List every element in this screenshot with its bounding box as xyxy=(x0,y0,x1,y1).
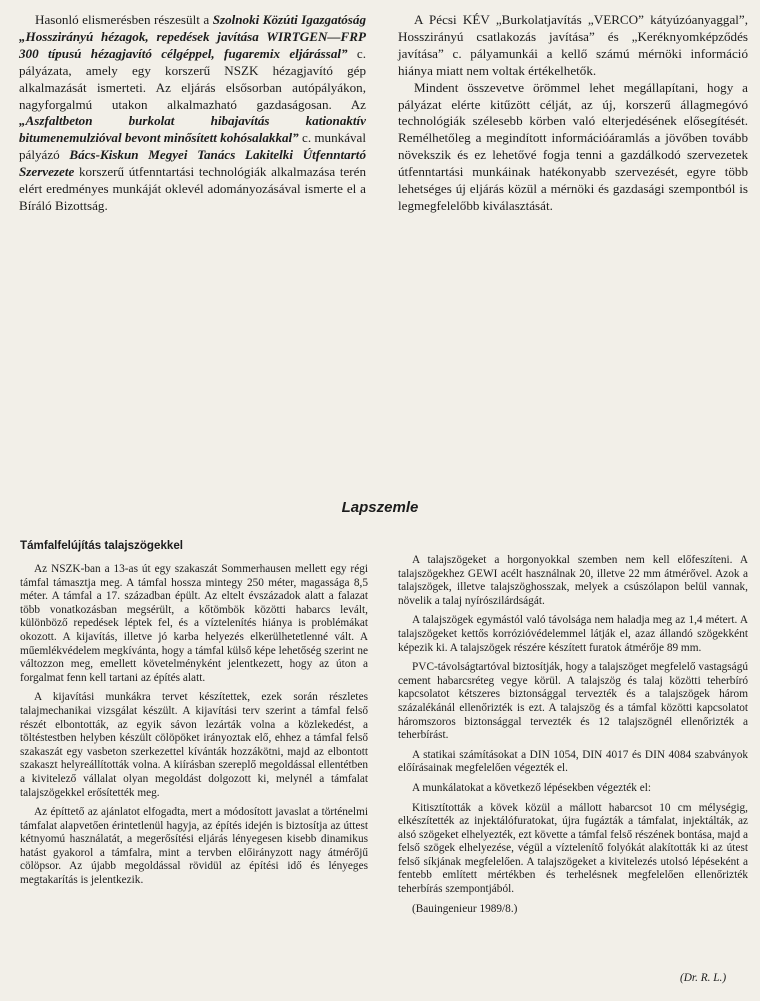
article-paragraph-6: PVC-távolságtartóval biztosítják, hogy a talajszöget megfelelő vastagságú cement habarcsréteg vegye körül. A talajszög és talaj közötti teherbíró kapcsolatot kétszeres biztonsággal tervezték és a talajszögek három százalékánál ellenőrizték is ezt. A talajszög és a támfal közötti kapcsolatot háromszoros biztonsággal tervezték és 12 talajszögnél ellenőrizték a teherbírást. xyxy=(398,661,748,742)
source-citation: (Bauingenieur 1989/8.) xyxy=(412,902,518,915)
intro-right-paragraph-1: A Pécsi KÉV „Burkolatjavítás „VERCO” kátyúzóanyaggal”, Hosszirányú csatlakozás javítása” és „Keréknyomképződés javítása” c. pályamunkái a kellő számú mérnöki információ hiánya miatt nem voltak értékelhetők. xyxy=(398,12,748,78)
section-title: Lapszemle xyxy=(341,499,419,516)
article-paragraph-7: A statikai számításokat a DIN 1054, DIN 4017 és DIN 4084 szabványok előírásainak megfelelően végezték el. xyxy=(398,748,748,775)
emphasis-run: Szolnoki Közúti Igazgatóság „Hosszirányú hézagok, repedések javítása WIRTGEN—FRP 300 típusú hézagjavító célgéppel, fugaremix eljárással” xyxy=(19,12,366,61)
intro-left-column xyxy=(19,12,366,215)
intro-left-paragraph: Hasonló elismerésben részesült a Szolnoki Közúti Igazgatóság „Hosszirányú hézagok, repedések javítása WIRTGEN—FRP 300 típusú hézagjavító célgéppel, fugaremix eljárással” c. pályázata, amely egy korszerű NSZK hézagjavító gép alkalmazását ismerteti. Az eljárás elsősorban autópályákon, nagyforgalmú utakon alkalmazható gazdaságosan. Az „Aszfaltbeton burkolat hibajavítás kationaktív bitumenemulzióval bevont minősített kohósalakkal” c. munkával pályázó Bács-Kiskun Megyei Tanács Lakitelki Útfenntartó Szervezete korszerű útfenntartási technológiák alkalmazása terén elért eredményes munkáját oklevél adományozásával ismerte el a Bíráló Bizottság. xyxy=(19,12,367,213)
article-left-column xyxy=(20,563,368,894)
article-paragraph-8: A munkálatokat a következő lépésekben végezték el: xyxy=(412,781,652,794)
emphasis-run: Bács-Kiskun Megyei Tanács Lakitelki Útfenntartó Szervezete xyxy=(19,147,366,180)
article-title: Támfalfelújítás talajszögekkel xyxy=(20,539,184,552)
article-right-column xyxy=(398,554,748,922)
author-signature: (Dr. R. L.) xyxy=(680,972,727,984)
article-paragraph-2: A kijavítási munkákra tervet készítettek, ezek során részletes talajmechanikai vizsgálat készült. A kijavítási terv szerint a támfal felső részét elbontották, az egyik sávon lezárták volna a közlekedést, a töltéstestben helyben készült cölöpöket irányoztak elő, ehhez a támfal felső szakaszát egy vasbeton szerkezettel kívánták hozzákötni, majd az elbontott szakaszt helyreállították volna. A kiírásban szereplő megoldással ellentétben a kivitelező vállalat olyan megoldást dolgozott ki, melynél a támfalat talajszögekkel erősítették meg. xyxy=(20,691,368,799)
article-paragraph-4: A talajszögeket a horgonyokkal szemben nem kell előfeszíteni. A talajszögekhez GEWI acélt használnak 20, illetve 22 mm átmérővel. Azok a talajszögek, illetve talajszöghosszak, melyek a csúszólapon belül vannak, növelik a talaj nyírószilárdságát. xyxy=(398,554,748,607)
intro-right-column xyxy=(398,12,748,215)
article-paragraph-1: Az NSZK-ban a 13-as út egy szakaszát Sommerhausen mellett egy régi támfal támasztja meg. A támfal hossza mintegy 250 méter, magassága 8,5 méter. A támfal a 17. században épült. Az eltelt évszázadok alatt a falazat több vonatkozásban megsérült, a kőtömbök közötti habarcs levált, különböző repedések léptek fel, és a víztelenítés hiánya is problémákat okozott. A kijavítás, illetve jó karba helyezés elkerülhetetlenné vált. A műemlékvédelem megkívánta, hogy a támfal külső képe lehetőség szerint ne változzon meg, emellett követelményként jelentkezett, hogy az úton a forgalmat fenn kell tartani az építés alatt. xyxy=(20,563,368,684)
emphasis-run: „Aszfaltbeton burkolat hibajavítás kationaktív bitumenemulzióval bevont minősített kohósalakkal” xyxy=(19,113,366,146)
article-paragraph-9: Kitisztították a kövek közül a mállott habarcsot 10 cm mélységig, elkészítették az injektálófuratokat, újra fugázták a támfalat, injektálták, az alsó szögeket elhelyezték, ezt követte a támfal felső részének bontása, majd a felső szögek elhelyezése, végül a víztelenítő folyókát alakították ki az útest felső síkjának megfelelően. A talajszögeket a kivitelezés utolsó lépéseként a fentebb említett mértékben és terhelésnek megfelelően ellenőrizték teherbírás szempontjából. xyxy=(398,801,748,896)
article-paragraph-3: Az építtető az ajánlatot elfogadta, mert a módosított javaslat a történelmi támfalat alapvetően érintetlenül hagyja, az építés idején is biztosítja az úttest kétnyomú használatát, a megerősítési eljárás lényegesen kisebb dinamikus hatást gyakorol a támfalra, mint a tervben előirányzott nagy átmérőjű cölöpsor. Az újabb megoldással rövidül az építési idő és lényeges megtakarítás is jelentkezik. xyxy=(20,806,368,887)
article-paragraph-5: A talajszögek egymástól való távolsága nem haladja meg az 1,4 métert. A talajszögeket kettős korrózióvédelemmel látják el, azaz állandó szögekként képezik ki. A talajszögek részére készített furatok átmérője 89 mm. xyxy=(398,614,748,654)
intro-right-paragraph-2: Mindent összevetve örömmel lehet megállapítani, hogy a pályázat elérte kitűzött célját, az új, korszerű állagmegóvó technológiák szélesebb körben való elterjedésének elősegítését. Remélhetőleg a megindított információáramlás a jövőben tovább növekszik és ez lehetővé fogja tenni a gazdálkodó szervezetek útfenntartási munkáinak hatékonyabb szervezését, egyre több lehetséges új eljárás közül a mérnöki és gazdasági szempontból is legmegfelelőbb kiválasztását. xyxy=(398,79,748,213)
